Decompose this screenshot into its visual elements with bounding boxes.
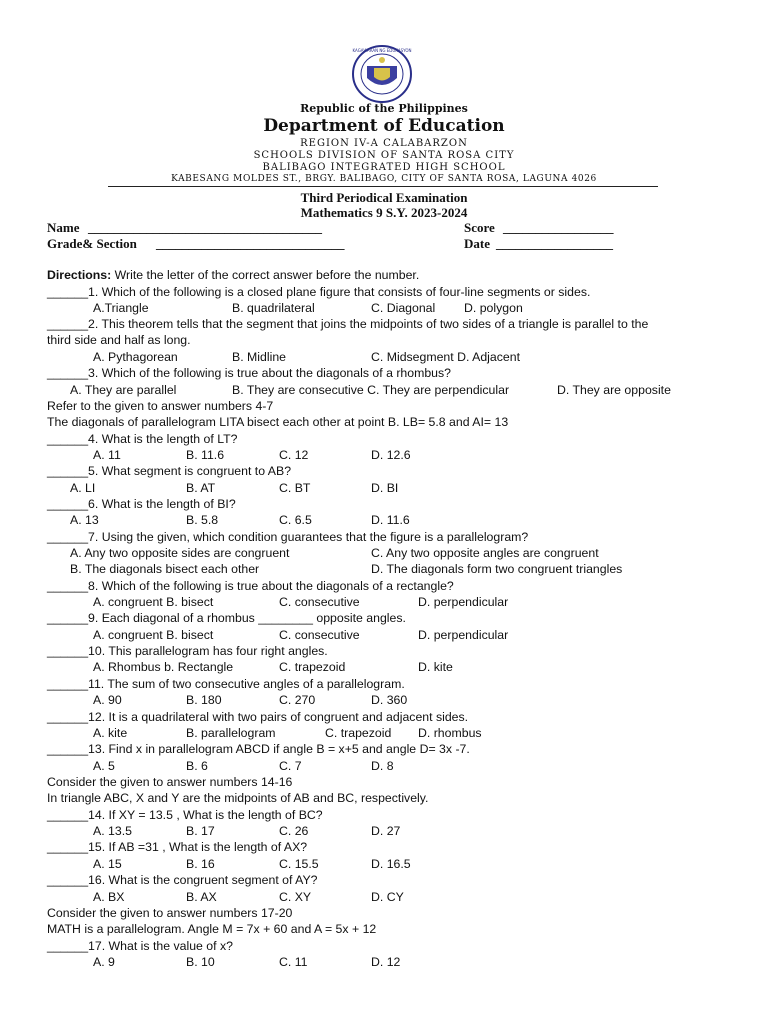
choice-b: B. 11.6 <box>186 448 225 462</box>
name-field[interactable]: ____________________________________ <box>88 220 322 235</box>
choice-b: B. 5.8 <box>186 513 219 527</box>
choices-17 <box>0 954 768 970</box>
question-1 <box>0 284 768 300</box>
republic-line: Republic of the Philippines <box>300 102 468 115</box>
choice-d: D. kite <box>418 660 453 674</box>
deped-seal-logo <box>343 44 421 104</box>
exam-title: Third Periodical Examination <box>300 190 468 205</box>
choice-d: D. 11.6 <box>371 513 410 527</box>
question-stem: ______3. Which of the following is true about the diagonals of a rhombus? <box>47 366 452 380</box>
question-5 <box>0 463 768 479</box>
question-14 <box>0 807 768 823</box>
choice-a: A. 9 <box>93 955 115 969</box>
question-stem: ______5. What segment is congruent to AB? <box>47 464 292 478</box>
directions <box>47 267 419 283</box>
grade-section-field[interactable]: _____________________________ <box>156 236 345 251</box>
question-stem: ______2. This theorem tells that the segment that joins the midpoints of two sides of a triangle is parallel to the <box>47 317 649 331</box>
directions-label: Directions: <box>47 268 112 282</box>
choice-a: A. 5 <box>93 759 115 773</box>
choice-d: D. 12.6 <box>371 448 411 462</box>
reference-4-7 <box>0 398 768 414</box>
choices-11 <box>0 692 768 708</box>
question-2-cont <box>0 332 768 348</box>
choice-a: A. 90 <box>93 693 122 707</box>
choice-a: A. Pythagorean <box>93 350 178 364</box>
choice-b: B. AX <box>186 890 217 904</box>
date-label: Date <box>464 236 490 251</box>
choice-c: C. XY <box>279 890 312 904</box>
choice-a: A. 13 <box>70 513 99 527</box>
choice-d: D. 12 <box>371 955 401 969</box>
question-stem-cont: third side and half as long. <box>47 333 191 347</box>
question-stem: ______1. Which of the following is a closed plane figure that consists of four-line segments or sides. <box>47 285 591 299</box>
choices-16 <box>0 889 768 905</box>
choice-a: A. LI <box>70 481 96 495</box>
choice-c: C. BT <box>279 481 311 495</box>
question-15 <box>0 839 768 855</box>
choices-4 <box>0 447 768 463</box>
question-4 <box>0 431 768 447</box>
choice-d: D. perpendicular <box>418 595 509 609</box>
choice-d: D. perpendicular <box>418 628 509 642</box>
choice-a: A. 11 <box>93 448 121 462</box>
choices-3 <box>0 382 768 398</box>
question-6 <box>0 496 768 512</box>
question-stem: ______14. If XY = 13.5 , What is the length of BC? <box>47 808 323 822</box>
choice-d: D. 8 <box>371 759 394 773</box>
choice-c: C. consecutive <box>279 628 360 642</box>
question-7 <box>0 529 768 545</box>
reference-line: Consider the given to answer numbers 14-16 <box>47 775 293 789</box>
question-17 <box>0 938 768 954</box>
choice-c: C. 11 <box>279 955 308 969</box>
question-stem: ______11. The sum of two consecutive angles of a parallelogram. <box>47 677 405 691</box>
svg-text:KAGAWARAN NG EDUKASYON: KAGAWARAN NG EDUKASYON <box>352 48 412 53</box>
choice-bc: B. They are consecutive C. They are perpendicular <box>232 383 510 397</box>
choice-a: A. 13.5 <box>93 824 132 838</box>
date-field[interactable]: __________________ <box>496 236 613 251</box>
question-stem: ______7. Using the given, which condition guarantees that the figure is a parallelogram? <box>47 530 529 544</box>
choice-b: B. 16 <box>186 857 215 871</box>
choice-a: A.Triangle <box>93 301 149 315</box>
reference-line: Consider the given to answer numbers 17-20 <box>47 906 293 920</box>
question-stem: ______8. Which of the following is true about the diagonals of a rectangle? <box>47 579 454 593</box>
question-stem: ______17. What is the value of x? <box>47 939 233 953</box>
choice-b: B. 17 <box>186 824 215 838</box>
choice-a: A. They are parallel <box>70 383 177 397</box>
question-stem: ______6. What is the length of BI? <box>47 497 236 511</box>
choices-14 <box>0 823 768 839</box>
choices-7-ac <box>0 545 768 561</box>
choice-d: D. 360 <box>371 693 408 707</box>
region-line: REGION IV-A CALABARZON <box>300 138 468 149</box>
choice-c: C. Midsegment D. Adjacent <box>371 350 520 364</box>
choice-b: B. The diagonals bisect each other <box>70 562 260 576</box>
question-stem: ______16. What is the congruent segment of AY? <box>47 873 318 887</box>
choices-6 <box>0 512 768 528</box>
given-4-7 <box>0 414 768 430</box>
question-stem: ______12. It is a quadrilateral with two pairs of congruent and adjacent sides. <box>47 710 469 724</box>
question-8 <box>0 578 768 594</box>
choice-b: B. AT <box>186 481 216 495</box>
choice-b: B. 180 <box>186 693 222 707</box>
choice-c: C. Diagonal <box>371 301 436 315</box>
choice-ab: A. congruent B. bisect <box>93 595 214 609</box>
choice-d: D. CY <box>371 890 404 904</box>
choice-c: C. 270 <box>279 693 316 707</box>
question-12 <box>0 709 768 725</box>
reference-14-16 <box>0 774 768 790</box>
choice-d: D. rhombus <box>418 726 482 740</box>
school-line: BALIBAGO INTEGRATED HIGH SCHOOL <box>262 162 506 173</box>
choice-c: C. consecutive <box>279 595 360 609</box>
given-line: The diagonals of parallelogram LITA bisect each other at point B. LB= 5.8 and AI= 13 <box>47 415 509 429</box>
choices-5 <box>0 480 768 496</box>
choice-c: C. 15.5 <box>279 857 319 871</box>
exam-subject: Mathematics 9 S.Y. 2023-2024 <box>300 205 468 220</box>
choice-c: C. 6.5 <box>279 513 312 527</box>
question-stem: ______10. This parallelogram has four right angles. <box>47 644 328 658</box>
choice-c: C. 7 <box>279 759 302 773</box>
question-stem: ______4. What is the length of LT? <box>47 432 238 446</box>
given-14-16 <box>0 790 768 806</box>
choice-a: A. 15 <box>93 857 122 871</box>
choice-b: B. parallelogram <box>186 726 276 740</box>
choice-ab: A. Rhombus b. Rectangle <box>93 660 234 674</box>
choices-13 <box>0 758 768 774</box>
choice-d: D. polygon <box>464 301 523 315</box>
reference-17-20 <box>0 905 768 921</box>
question-stem: ______9. Each diagonal of a rhombus ________ opposite angles. <box>47 611 406 625</box>
choices-9 <box>0 627 768 643</box>
score-field[interactable]: _________________ <box>503 220 614 235</box>
directions-text: Write the letter of the correct answer before the number. <box>111 268 420 282</box>
division-line: SCHOOLS DIVISION OF SANTA ROSA CITY <box>253 150 515 161</box>
choices-8 <box>0 594 768 610</box>
choice-d: D. The diagonals form two congruent triangles <box>371 562 623 576</box>
choices-15 <box>0 856 768 872</box>
choice-ab: A. congruent B. bisect <box>93 628 214 642</box>
choice-d: D. They are opposite <box>557 383 671 397</box>
choice-c: C. Any two opposite angles are congruent <box>371 546 599 560</box>
department-title: Department of Education <box>263 116 505 136</box>
question-16 <box>0 872 768 888</box>
choice-c: C. trapezoid <box>325 726 392 740</box>
choice-b: B. 6 <box>186 759 208 773</box>
choice-b: B. quadrilateral <box>232 301 315 315</box>
choices-2 <box>0 349 768 365</box>
question-2 <box>0 316 768 332</box>
choice-d: D. BI <box>371 481 399 495</box>
choices-1 <box>0 300 768 316</box>
question-10 <box>0 643 768 659</box>
given-17-20 <box>0 921 768 937</box>
choice-d: D. 27 <box>371 824 401 838</box>
choice-a: A. BX <box>93 890 125 904</box>
given-line: In triangle ABC, X and Y are the midpoints of AB and BC, respectively. <box>47 791 429 805</box>
choice-b: B. Midline <box>232 350 286 364</box>
name-label: Name <box>47 220 80 235</box>
address-line: KABESANG MOLDES ST., BRGY. BALIBAGO, CITY OF SANTA ROSA, LAGUNA 4026 <box>171 174 597 184</box>
reference-line: Refer to the given to answer numbers 4-7 <box>47 399 274 413</box>
question-3 <box>0 365 768 381</box>
question-stem: ______15. If AB =31 , What is the length of AX? <box>47 840 308 854</box>
choices-12 <box>0 725 768 741</box>
choice-b: B. 10 <box>186 955 215 969</box>
choice-c: C. trapezoid <box>279 660 346 674</box>
question-11 <box>0 676 768 692</box>
choices-7-bd <box>0 561 768 577</box>
question-9 <box>0 610 768 626</box>
choice-a: A. kite <box>93 726 128 740</box>
header-divider <box>108 186 658 187</box>
score-label: Score <box>464 220 495 235</box>
choice-a: A. Any two opposite sides are congruent <box>70 546 290 560</box>
given-line: MATH is a parallelogram. Angle M = 7x + 60 and A = 5x + 12 <box>47 922 377 936</box>
choices-10 <box>0 659 768 675</box>
choice-d: D. 16.5 <box>371 857 411 871</box>
choice-c: C. 26 <box>279 824 309 838</box>
grade-section-label: Grade& Section <box>47 236 137 251</box>
choice-c: C. 12 <box>279 448 309 462</box>
question-13 <box>0 741 768 757</box>
question-stem: ______13. Find x in parallelogram ABCD if angle B = x+5 and angle D= 3x -7. <box>47 742 470 756</box>
